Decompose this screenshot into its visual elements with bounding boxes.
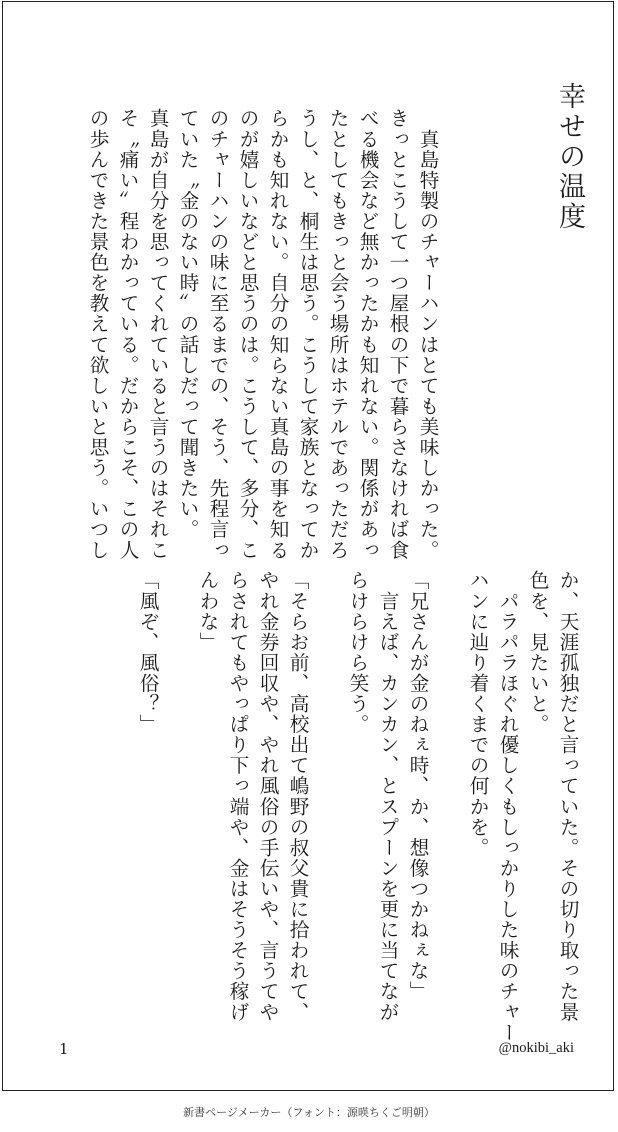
upper-column: たとしてもきっと会う場所はホテルであっただろ xyxy=(326,108,349,561)
lower-column: 色を、見たいと。 xyxy=(526,570,549,735)
upper-column: ていた〝金のない時〟の話しだって聞きたい。 xyxy=(176,108,199,540)
lower-column: 「そらお前、高校出て嶋野の叔父貴に拾われて、 xyxy=(286,570,309,1023)
lower-column: ハンに辿り着くまでの何かを。 xyxy=(466,570,489,858)
lower-column: 「兄さんが金のねぇ時、か、想像つかねぇな」 xyxy=(406,570,429,1002)
lower-column: やれ金券回収や、やれ風俗の手伝いや、言うてや xyxy=(256,570,279,1023)
upper-column: うし、と、桐生は思う。こうして家族となってか xyxy=(296,108,319,561)
upper-column: べる機会など無かったかも知れない。関係があっ xyxy=(356,108,379,561)
upper-column: きっとこうして一つ屋根の下で暮らさなければ食 xyxy=(386,108,409,561)
lower-column: パラパラほぐれ優しくもしっかりした味のチャー xyxy=(496,570,519,1043)
upper-column: 真島が自分を思ってくれていると言うのはそれこ xyxy=(146,108,169,561)
upper-column: そ〝痛い〟程わかっている。だからこそ、この人 xyxy=(116,108,139,561)
page-number: 1 xyxy=(59,1040,69,1058)
lower-column: か、天涯孤独だと言っていた。その切り取った景 xyxy=(556,570,579,1023)
lower-column: 「風ぞ、風俗？」 xyxy=(136,570,159,735)
book-page xyxy=(2,1,614,1091)
upper-column: らかも知れない。自分の知らない真島の事を知る xyxy=(266,108,289,561)
author-handle: @nokibi_aki xyxy=(498,1040,574,1056)
upper-column: のチャーハンの味に至るまでの、そう、先程言っ xyxy=(206,108,229,561)
upper-column: のが嬉しいなどと思うのは。こうして、多分、こ xyxy=(236,108,259,561)
lower-column: らされてもやっぱり下っ端や、金はそうそう稼げ xyxy=(226,570,249,1023)
lower-column: 言えば、カンカン、とスプーンを更に当てなが xyxy=(376,570,399,1023)
generator-caption: 新書ページメーカー（フォント：源暎ちくご明朝） xyxy=(183,1106,435,1119)
upper-column: の歩んできた景色を教えて欲しいと思う。いつし xyxy=(86,108,109,561)
upper-column: 真島特製のチャーハンはとても美味しかった。 xyxy=(416,108,439,561)
lower-column: んわな」 xyxy=(196,570,219,653)
page-title: 幸せの温度 xyxy=(554,82,585,232)
lower-column: らけらけら笑う。 xyxy=(346,570,369,735)
